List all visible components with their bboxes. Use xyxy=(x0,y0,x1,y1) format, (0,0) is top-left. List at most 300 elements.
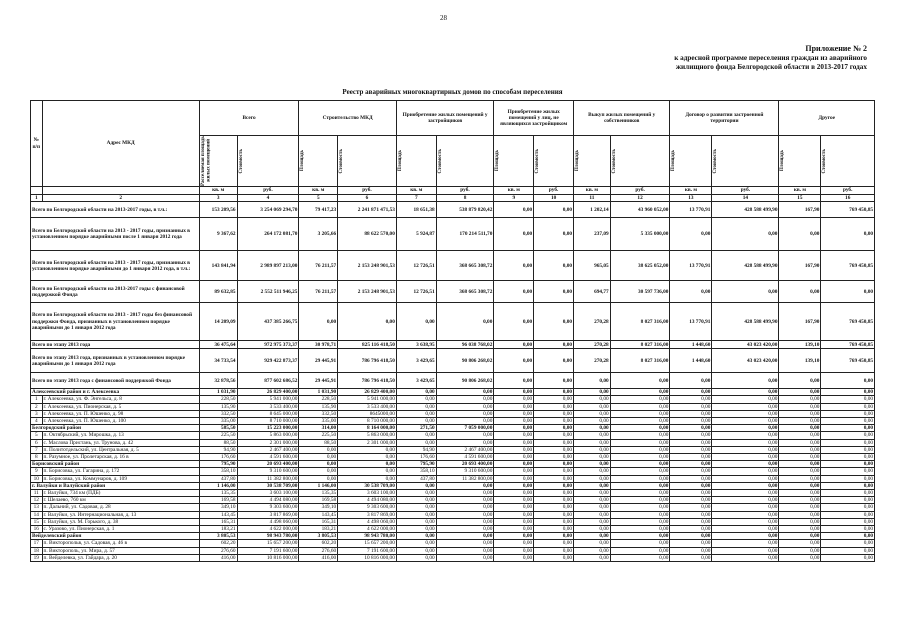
row-value: 0,00 xyxy=(670,396,712,403)
column-number: 3 xyxy=(199,195,237,202)
row-value: 225,50 xyxy=(199,432,237,439)
row-value: 0,00 xyxy=(779,396,821,403)
row-number: 19 xyxy=(31,554,43,561)
house-address: г. Валуйки, ул. М. Горького, д. 38 xyxy=(42,518,199,525)
row-value: 0,00 xyxy=(610,497,670,504)
row-value: 0,00 xyxy=(779,540,821,547)
row-value: 0,00 xyxy=(299,446,338,453)
row-value: 0,00 xyxy=(712,490,779,497)
summary-value: 270,28 xyxy=(574,303,611,341)
summary-value: 43 023 420,00 xyxy=(712,341,779,349)
summary-value: 5 924,87 xyxy=(396,218,436,251)
row-value: 0,00 xyxy=(396,439,436,446)
summary-value: 437 385 266,75 xyxy=(237,303,299,341)
row-value: 0,00 xyxy=(574,439,611,446)
row-value: 135,90 xyxy=(199,403,237,410)
row-value: 135,35 xyxy=(199,490,237,497)
row-value: 0,00 xyxy=(821,432,875,439)
row-value: 0,00 xyxy=(610,418,670,425)
row-value: 0,00 xyxy=(610,511,670,518)
summary-value: 90 806 268,02 xyxy=(436,373,494,389)
row-value: 0,00 xyxy=(494,482,534,489)
row-value: 0,00 xyxy=(534,403,574,410)
column-number: 13 xyxy=(670,195,712,202)
summary-value: 0,00 xyxy=(534,281,574,303)
summary-value: 34 733,54 xyxy=(199,349,237,373)
row-value: 5 863 000,00 xyxy=(338,432,397,439)
summary-value: 0,00 xyxy=(494,303,534,341)
summary-value: 3 205,66 xyxy=(299,218,338,251)
row-value: 0,00 xyxy=(712,410,779,417)
summary-value: 769 450,85 xyxy=(821,251,875,281)
summary-value: 12 726,51 xyxy=(396,281,436,303)
row-number: 17 xyxy=(31,540,43,547)
row-value: 0,00 xyxy=(574,526,611,533)
summary-value: 0,00 xyxy=(712,373,779,389)
summary-value: 139,10 xyxy=(779,341,821,349)
summary-value: 0,00 xyxy=(574,373,611,389)
summary-value: 3 254 069 294,70 xyxy=(237,202,299,218)
house-row xyxy=(31,454,875,461)
subheader-cost: Стоимость xyxy=(338,136,397,187)
summary-row xyxy=(31,202,875,218)
row-value: 0,00 xyxy=(670,547,712,554)
subheader-area: Площадь xyxy=(574,136,611,187)
registry-table xyxy=(30,100,875,562)
house-row xyxy=(31,511,875,518)
row-value: 169,58 xyxy=(199,497,237,504)
row-value: 0,00 xyxy=(779,468,821,475)
column-number: 6 xyxy=(338,195,397,202)
row-value: 416,00 xyxy=(199,554,237,561)
row-value: 1 146,00 xyxy=(299,482,338,489)
summary-value: 43 960 052,00 xyxy=(610,202,670,218)
unit-area: кв. м xyxy=(574,187,611,195)
row-value: 0,00 xyxy=(712,418,779,425)
summary-value: 0,00 xyxy=(821,218,875,251)
summary-value: 0,00 xyxy=(670,281,712,303)
col-header-address: Адрес МКД xyxy=(42,101,199,187)
row-value: 0,00 xyxy=(670,403,712,410)
col-header-no: № п/п xyxy=(31,101,43,187)
column-number: 16 xyxy=(821,195,875,202)
row-value: 335,00 xyxy=(299,418,338,425)
row-value: 183,21 xyxy=(299,526,338,533)
row-value: 0,00 xyxy=(821,540,875,547)
row-value: 0,00 xyxy=(436,432,494,439)
summary-value: 769 450,85 xyxy=(821,202,875,218)
summary-description: Всего по Белгородской области на 2013-2017 годы, в т.ч.: xyxy=(31,202,200,218)
summary-description: Всего по Белгородской области на 2013 - 2017 годы, признанных в установленном порядке аварийными после 1 января 2012 года xyxy=(31,218,200,251)
row-value: 0,00 xyxy=(338,475,397,482)
row-value: 0,00 xyxy=(779,497,821,504)
row-value: 0,00 xyxy=(494,554,534,561)
row-value: 0,00 xyxy=(436,526,494,533)
column-number: 4 xyxy=(237,195,299,202)
row-value: 26 829 400,00 xyxy=(338,389,397,396)
registry-title: Реестр аварийных многоквартирных домов по способам переселения xyxy=(342,88,563,96)
row-value: 0,00 xyxy=(299,454,338,461)
row-value: 0,00 xyxy=(821,497,875,504)
row-value: 1 031,90 xyxy=(299,389,338,396)
house-address: г. Алексеевка, ул. П. Юшенко, д. 98 xyxy=(42,410,199,417)
row-value: 30 538 709,00 xyxy=(338,482,397,489)
house-row xyxy=(31,504,875,511)
row-value: 0,00 xyxy=(574,432,611,439)
summary-description: Всего по этапу 2013 года с финансовой поддержкой Фонда xyxy=(31,373,200,389)
house-row xyxy=(31,446,875,453)
summary-value: 929 422 873,37 xyxy=(237,349,299,373)
row-value: 0,00 xyxy=(574,396,611,403)
summary-value: 0,00 xyxy=(338,303,397,341)
row-value: 0,00 xyxy=(574,547,611,554)
house-row xyxy=(31,418,875,425)
row-value: 176,60 xyxy=(199,454,237,461)
summary-value: 32 878,56 xyxy=(199,373,237,389)
summary-value: 0,00 xyxy=(712,281,779,303)
row-number: 2 xyxy=(31,403,43,410)
summary-value: 0,00 xyxy=(534,218,574,251)
row-value: 0,00 xyxy=(534,439,574,446)
house-address: п. Борисовка, ул. Коммунаров, д. 109 xyxy=(42,475,199,482)
summary-description: Всего по этапу 2013 года xyxy=(31,341,200,349)
row-value: 4 494 080,00 xyxy=(237,497,299,504)
row-value: 0,00 xyxy=(779,475,821,482)
row-value: 0,00 xyxy=(712,454,779,461)
subheader-area: Площадь xyxy=(299,136,338,187)
row-value: 0,00 xyxy=(670,497,712,504)
row-value: 358,10 xyxy=(396,468,436,475)
summary-value: 2 989 897 213,00 xyxy=(237,251,299,281)
row-value: 0,00 xyxy=(779,418,821,425)
row-value: 0,00 xyxy=(779,554,821,561)
row-value: 0,00 xyxy=(494,446,534,453)
row-number: 13 xyxy=(31,504,43,511)
row-value: 4 591 600,00 xyxy=(237,454,299,461)
row-value: 0,00 xyxy=(821,482,875,489)
row-value: 0,00 xyxy=(574,454,611,461)
row-value: 0,00 xyxy=(494,410,534,417)
summary-value: 769 450,85 xyxy=(821,341,875,349)
summary-value: 13 770,91 xyxy=(670,251,712,281)
district-name: Алексеевский район и г. Алексеевка xyxy=(31,389,200,396)
row-value: 0,00 xyxy=(534,461,574,468)
summary-value: 428 588 499,90 xyxy=(712,202,779,218)
row-value: 0,00 xyxy=(610,540,670,547)
row-value: 0,00 xyxy=(821,454,875,461)
row-value: 15 657 200,00 xyxy=(338,540,397,547)
row-value: 10 816 000,00 xyxy=(237,554,299,561)
row-value: 225,50 xyxy=(299,432,338,439)
row-value: 0,00 xyxy=(534,418,574,425)
house-row xyxy=(31,540,875,547)
house-address: г. Алексеевка, ул. Пионерская, д. 5 xyxy=(42,403,199,410)
row-value: 0,00 xyxy=(396,389,436,396)
row-value: 143,45 xyxy=(299,511,338,518)
row-value: 0,00 xyxy=(436,511,494,518)
column-number: 7 xyxy=(396,195,436,202)
district-name: Борисовский район xyxy=(31,461,200,468)
row-value: 0,00 xyxy=(396,554,436,561)
house-address: п. Дальний, ул. Садовая, д. 28 xyxy=(42,504,199,511)
column-number: 1 xyxy=(31,195,43,202)
row-value: 0,00 xyxy=(494,490,534,497)
appendix-line-2: жилищного фонда Белгородской области в 2013-2017 годах xyxy=(675,63,867,72)
unit-cost: руб. xyxy=(610,187,670,195)
summary-value: 786 796 418,50 xyxy=(338,349,397,373)
row-value: 0,00 xyxy=(670,418,712,425)
house-address: п. Викторопольв, ул. Садовая, д. 46 в xyxy=(42,540,199,547)
subheader-area: Площадь xyxy=(779,136,821,187)
row-value: 0,00 xyxy=(712,547,779,554)
district-row xyxy=(31,461,875,468)
row-value: 3 817 869,00 xyxy=(237,511,299,518)
summary-value: 29 445,91 xyxy=(299,373,338,389)
summary-value: 0,00 xyxy=(494,349,534,373)
house-row xyxy=(31,490,875,497)
summary-value: 88 622 570,00 xyxy=(338,218,397,251)
row-value: 4 622 000,00 xyxy=(237,526,299,533)
appendix-title: Приложение № 2 xyxy=(805,44,867,53)
row-value: 0,00 xyxy=(534,389,574,396)
row-value: 0,00 xyxy=(821,518,875,525)
row-value: 0,00 xyxy=(610,490,670,497)
row-value: 135,90 xyxy=(299,403,338,410)
row-value: 0,00 xyxy=(821,425,875,432)
row-value: 176,60 xyxy=(396,454,436,461)
row-number: 4 xyxy=(31,418,43,425)
unit-cost: руб. xyxy=(436,187,494,195)
row-value: 0,00 xyxy=(396,396,436,403)
summary-value: 0,00 xyxy=(534,202,574,218)
row-value: 0,00 xyxy=(821,396,875,403)
summary-row xyxy=(31,349,875,373)
row-value: 314,00 xyxy=(299,425,338,432)
subheader-area: Площадь xyxy=(494,136,534,187)
row-value: 0,00 xyxy=(494,518,534,525)
subheader-cost: Стоимость xyxy=(610,136,670,187)
row-value: 0,00 xyxy=(396,504,436,511)
row-value: 0,00 xyxy=(670,490,712,497)
row-value: 3 533 400,00 xyxy=(338,403,397,410)
house-row xyxy=(31,475,875,482)
row-value: 30 538 709,00 xyxy=(237,482,299,489)
row-value: 0,00 xyxy=(779,446,821,453)
row-value: 0,00 xyxy=(436,396,494,403)
column-number: 12 xyxy=(610,195,670,202)
summary-value: 0,00 xyxy=(610,373,670,389)
row-value: 0,00 xyxy=(610,439,670,446)
summary-value: 786 796 418,50 xyxy=(338,373,397,389)
row-value: 0,00 xyxy=(821,446,875,453)
row-value: 3 533 400,00 xyxy=(237,403,299,410)
row-value: 143,45 xyxy=(199,511,237,518)
row-value: 0,00 xyxy=(712,511,779,518)
summary-value: 428 588 499,90 xyxy=(712,303,779,341)
row-value: 0,00 xyxy=(396,540,436,547)
summary-value: 538 879 820,42 xyxy=(436,202,494,218)
row-value: 1 031,90 xyxy=(199,389,237,396)
row-value: 795,90 xyxy=(199,461,237,468)
unit-area: кв. м xyxy=(396,187,436,195)
house-address: п. Октябрьский, ул. Мирошка, д. 13 xyxy=(42,432,199,439)
row-number: 18 xyxy=(31,547,43,554)
summary-value: 0,00 xyxy=(779,218,821,251)
subheader-cost: Стоимость xyxy=(237,136,299,187)
row-value: 169,58 xyxy=(299,497,338,504)
row-value: 9 310 600,00 xyxy=(237,468,299,475)
summary-value: 5 335 000,00 xyxy=(610,218,670,251)
row-value: 0,00 xyxy=(574,461,611,468)
row-value: 0,00 xyxy=(534,396,574,403)
row-value: 0,00 xyxy=(574,446,611,453)
row-value: 228,50 xyxy=(199,396,237,403)
group-header-buyout: Выкуп жилых помещений у собственников xyxy=(574,101,670,136)
row-value: 0,00 xyxy=(779,526,821,533)
row-value: 0,00 xyxy=(396,410,436,417)
house-row xyxy=(31,554,875,561)
column-number: 9 xyxy=(494,195,534,202)
house-row xyxy=(31,518,875,525)
row-value: 602,20 xyxy=(299,540,338,547)
row-value: 0,00 xyxy=(494,475,534,482)
summary-value: 694,77 xyxy=(574,281,611,303)
row-value: 3 805,53 xyxy=(199,533,237,540)
row-value: 98 943 780,00 xyxy=(338,533,397,540)
house-address: г. Шелаево, 760 км xyxy=(42,497,199,504)
row-value: 88,50 xyxy=(299,439,338,446)
summary-value: 1 202,14 xyxy=(574,202,611,218)
summary-value: 153 209,56 xyxy=(199,202,237,218)
summary-value: 965,05 xyxy=(574,251,611,281)
row-value: 0,00 xyxy=(436,497,494,504)
row-value: 0,00 xyxy=(779,425,821,432)
row-value: 349,10 xyxy=(199,504,237,511)
row-value: 0,00 xyxy=(574,504,611,511)
row-value: 0,00 xyxy=(821,461,875,468)
row-value: 0,00 xyxy=(712,497,779,504)
row-value: 0,00 xyxy=(574,475,611,482)
unit-cost: руб. xyxy=(821,187,875,195)
row-value: 0,00 xyxy=(670,446,712,453)
unit-area: кв. м xyxy=(494,187,534,195)
summary-value: 3 429,65 xyxy=(396,349,436,373)
summary-value: 0,00 xyxy=(396,303,436,341)
row-value: 0,00 xyxy=(821,554,875,561)
summary-value: 18 651,38 xyxy=(396,202,436,218)
row-value: 0,00 xyxy=(821,410,875,417)
column-number-row xyxy=(31,195,875,202)
district-row xyxy=(31,425,875,432)
row-value: 4 498 060,00 xyxy=(338,518,397,525)
row-value: 9 303 600,00 xyxy=(338,504,397,511)
row-value: 0,00 xyxy=(610,403,670,410)
summary-value: 0,00 xyxy=(670,373,712,389)
row-value: 0,00 xyxy=(574,482,611,489)
summary-value: 769 450,85 xyxy=(821,303,875,341)
row-value: 0,00 xyxy=(494,432,534,439)
summary-value: 90 806 268,02 xyxy=(436,349,494,373)
row-value: 0,00 xyxy=(670,432,712,439)
row-number: 9 xyxy=(31,468,43,475)
row-value: 0,00 xyxy=(610,396,670,403)
house-row xyxy=(31,432,875,439)
row-value: 0,00 xyxy=(338,446,397,453)
row-value: 0,00 xyxy=(396,418,436,425)
row-value: 0,00 xyxy=(534,540,574,547)
summary-value: 2 153 248 901,53 xyxy=(338,281,397,303)
row-value: 20 693 400,00 xyxy=(237,461,299,468)
summary-value: 0,00 xyxy=(670,218,712,251)
row-value: 0,00 xyxy=(574,533,611,540)
row-value: 0,00 xyxy=(670,540,712,547)
row-value: 0,00 xyxy=(670,511,712,518)
row-value: 0,00 xyxy=(396,533,436,540)
row-value: 437,80 xyxy=(199,475,237,482)
summary-value: 0,00 xyxy=(779,281,821,303)
summary-value: 0,00 xyxy=(494,218,534,251)
row-value: 8 164 000,00 xyxy=(338,425,397,432)
unit-cell xyxy=(31,187,43,195)
row-value: 0,00 xyxy=(779,439,821,446)
row-value: 8645000,00 xyxy=(338,410,397,417)
row-value: 0,00 xyxy=(436,439,494,446)
row-value: 0,00 xyxy=(534,432,574,439)
row-value: 0,00 xyxy=(779,461,821,468)
subheader-area: Площадь xyxy=(396,136,436,187)
summary-value: 3 638,95 xyxy=(396,341,436,349)
row-value: 0,00 xyxy=(574,490,611,497)
row-number: 1 xyxy=(31,396,43,403)
column-number: 5 xyxy=(299,195,338,202)
row-value: 0,00 xyxy=(821,533,875,540)
row-value: 0,00 xyxy=(534,497,574,504)
row-value: 0,00 xyxy=(396,432,436,439)
registry-body xyxy=(31,195,875,562)
unit-area: кв. м xyxy=(670,187,712,195)
house-address: г. Валуйки, ул. Интернациональная, д. 13 xyxy=(42,511,199,518)
row-value: 602,20 xyxy=(199,540,237,547)
house-address: г. Алексеевка, ул. Ф. Энгельса, д. 8 xyxy=(42,396,199,403)
house-row xyxy=(31,396,875,403)
summary-value: 270,28 xyxy=(574,349,611,373)
header-group-row xyxy=(31,101,875,136)
summary-value: 0,00 xyxy=(494,202,534,218)
district-row xyxy=(31,482,875,489)
row-value: 0,00 xyxy=(534,490,574,497)
row-value: 0,00 xyxy=(712,389,779,396)
row-value: 0,00 xyxy=(574,425,611,432)
row-value: 0,00 xyxy=(574,511,611,518)
summary-row xyxy=(31,281,875,303)
group-header-total: Всего xyxy=(199,101,299,136)
row-value: 0,00 xyxy=(712,482,779,489)
row-value: 0,00 xyxy=(610,410,670,417)
row-value: 0,00 xyxy=(574,410,611,417)
row-value: 0,00 xyxy=(712,526,779,533)
row-value: 0,00 xyxy=(712,504,779,511)
row-value: 0,00 xyxy=(436,418,494,425)
row-number: 16 xyxy=(31,526,43,533)
summary-row xyxy=(31,251,875,281)
row-value: 0,00 xyxy=(779,389,821,396)
row-value: 0,00 xyxy=(712,554,779,561)
row-value: 0,00 xyxy=(494,439,534,446)
summary-value: 8 027 316,00 xyxy=(610,341,670,349)
row-value: 0,00 xyxy=(574,389,611,396)
row-value: 0,00 xyxy=(821,511,875,518)
row-number: 6 xyxy=(31,439,43,446)
